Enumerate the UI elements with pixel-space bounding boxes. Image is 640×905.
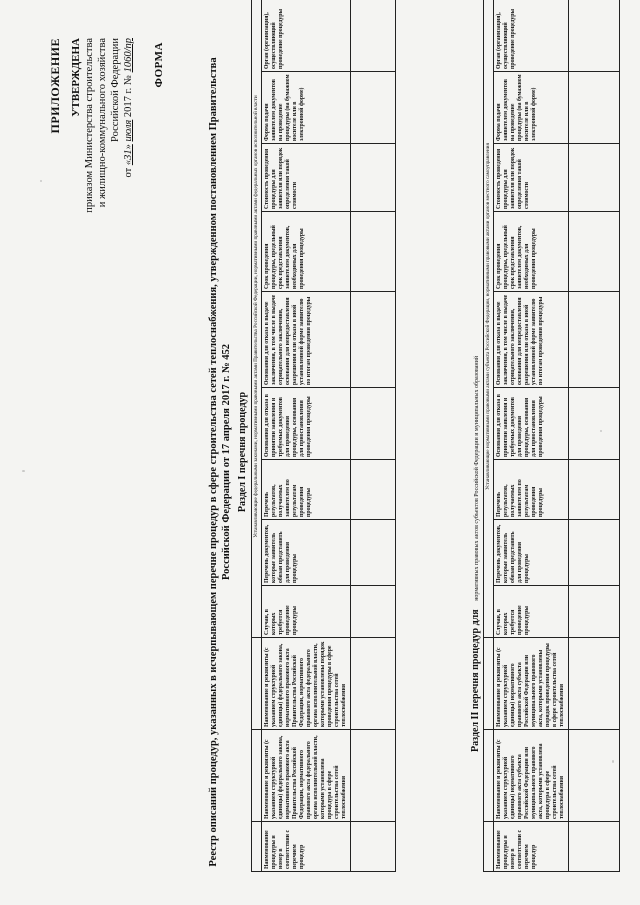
section-2-title-main: Раздел II перечня процедур для xyxy=(470,609,481,752)
s1-empty-cell xyxy=(351,388,396,460)
s2-header-cell: Орган (организация), осуществляющий проведение процедуры xyxy=(494,0,569,72)
s1-empty-cell xyxy=(351,586,396,638)
s2-empty-cell xyxy=(569,520,620,586)
s2-header-cell: Срок проведения процедуры, предельный срок представления заявителем документов, необходимых для проведения процедуры xyxy=(494,212,569,292)
approval-line-1: приказом Министерства строительства xyxy=(84,38,95,213)
s1-header-cell: Основания для отказа в выдаче заключения, в том числе в выдаче отрицательного заключения, основания для непредоставления разрешения или отказа в иной установленной форме заявителю по итогам проведения процедуры xyxy=(262,292,351,388)
s1-empty-cell xyxy=(351,292,396,388)
section-2-span-row xyxy=(484,0,494,872)
s2-empty-cell xyxy=(569,638,620,730)
s2-blank-cell xyxy=(484,822,494,872)
s1-header-cell: Перечень документов, которые заявитель обязан представить для проведения процедуры xyxy=(262,520,351,586)
s2-header-cell: Основания для отказа в принятии заявления и требуемых документов для проведения процедуры, основания для приостановления проведения процедуры xyxy=(494,388,569,460)
s2-header-cell: Стоимость проведения процедуры для заявителя или порядок определения такой стоимости xyxy=(494,144,569,212)
s2-empty-cell xyxy=(569,586,620,638)
document-title-line-2: Российской Федерации от 17 апреля 2017 г. № 452 xyxy=(221,344,232,580)
s1-empty-cell xyxy=(351,520,396,586)
s2-header-cell: Форма подачи заявителем документов на проведение процедуры (на бумажном носителе или в электронной форме) xyxy=(494,72,569,144)
s1-blank-cell xyxy=(252,730,262,822)
approval-block xyxy=(49,38,135,358)
section-2-span-header: Устанавливающие нормативными правовыми актами субъекта Российской Федерации, нормативными правовыми актами органов местного самоуправления xyxy=(484,0,494,638)
s2-header-cell: Наименование и реквизиты (с указанием структурной единицы) нормативного правового акта субъекта Российской Федерации или муниципального правового акта, которыми установлены порядок проведения процедуры в сфере строительства сетей теплоснабжения xyxy=(494,638,569,730)
s1-header-cell: Орган (организация), осуществляющий проведение процедуры xyxy=(262,0,351,72)
scan-speck xyxy=(612,760,614,763)
scan-speck xyxy=(22,470,25,472)
s2-header-cell: Перечень результатов, получаемых заявителем по результатам проведения процедуры xyxy=(494,460,569,520)
section-2-table xyxy=(483,0,620,872)
s2-blank-cell xyxy=(484,638,494,730)
s2-header-cell: Основания для отказа в выдаче заключения, в том числе в выдаче отрицательного заключения, основания для непредоставления разрешения или отказа в иной установленной форме заявителю по итогам проведения процедуры xyxy=(494,292,569,388)
s2-header-cell: Перечень документов, которые заявитель обязан представить для проведения процедуры xyxy=(494,520,569,586)
scan-speck xyxy=(40,180,42,182)
section-2-title-small: нормативных правовых актов субъектов Российской Федерации и муниципальных образований xyxy=(474,355,480,601)
s2-empty-cell xyxy=(569,822,620,872)
date-year: 2017 г. № xyxy=(123,75,134,118)
s1-header-cell: Наименование процедуры и номер в соответствии с перечнем процедур xyxy=(262,822,351,872)
s1-header-cell: Наименование и реквизиты (с указанием структурной единицы) федерального закона, нормативного правового акта Правительства Российской Федерации, нормативного правового акта федерального органа исполнительной власти, которыми установлена процедура в сфере строительства сетей теплоснабжения xyxy=(262,730,351,822)
approval-line-3: Российской Федерации xyxy=(110,38,121,142)
approval-date-line xyxy=(122,38,135,358)
appendix-title: ПРИЛОЖЕНИЕ xyxy=(48,38,62,134)
section-1-span-row xyxy=(252,0,262,872)
rotated-document-sheet xyxy=(25,8,635,892)
section-1-empty-row xyxy=(351,0,396,872)
section-1-header-row xyxy=(262,0,351,872)
s2-empty-cell xyxy=(569,0,620,72)
s2-empty-cell xyxy=(569,730,620,822)
date-prefix: от xyxy=(123,167,134,178)
s1-header-cell: Стоимость проведения процедуры для заявителя или порядок определения такой стоимости xyxy=(262,144,351,212)
section-2-title xyxy=(470,356,481,752)
approved-label: УТВЕРЖДЕНА xyxy=(70,38,82,117)
s2-header-cell: Наименование и реквизиты (с указанием структурной единицы) нормативного правового акта субъекта Российской Федерации или муниципального правового акта, которыми установлена процедура в сфере строительства сетей теплоснабжения xyxy=(494,730,569,822)
s2-empty-cell xyxy=(569,292,620,388)
s2-blank-cell xyxy=(484,730,494,822)
s1-empty-cell xyxy=(351,822,396,872)
document-title-line-1: Реестр описаний процедур, указанных в исчерпывающем перечне процедур в сфере строительства сетей теплоснабжения, утвержденном постановлением Правительства xyxy=(208,57,219,867)
approval-line-2: и жилищно-коммунального хозяйства xyxy=(97,38,108,208)
s2-empty-cell xyxy=(569,460,620,520)
date-month: июля xyxy=(123,119,134,142)
s1-header-cell: Срок проведения процедуры, предельный срок представления заявителем документов, необходимых для проведения процедуры xyxy=(262,212,351,292)
s2-empty-cell xyxy=(569,144,620,212)
s1-empty-cell xyxy=(351,0,396,72)
s1-header-cell: Наименование и реквизиты (с указанием структурной единицы) федерального закона, нормативного правового акта Правительства Российской Федерации, нормативного правового акта федерального органа исполнительной власти, которыми установлены порядок проведения процедуры в сфере строительства сетей теплоснабжения xyxy=(262,638,351,730)
s2-empty-cell xyxy=(569,72,620,144)
section-1-table xyxy=(251,0,396,872)
s1-header-cell: Перечень результатов, получаемых заявителем по результатам проведения процедуры xyxy=(262,460,351,520)
section-1-title: Раздел I перечня процедур xyxy=(237,391,248,513)
s2-empty-cell xyxy=(569,388,620,460)
s2-empty-cell xyxy=(569,212,620,292)
date-day: «31» xyxy=(123,144,134,166)
s1-empty-cell xyxy=(351,212,396,292)
s1-empty-cell xyxy=(351,638,396,730)
s1-empty-cell xyxy=(351,730,396,822)
form-label: ФОРМА xyxy=(153,42,165,88)
s1-empty-cell xyxy=(351,144,396,212)
s1-header-cell: Случаи, в которых требуется проведение процедуры xyxy=(262,586,351,638)
s1-header-cell: Основания для отказа в принятии заявления и требуемых документов для проведения процедуры, основания для приостановления проведения процедуры xyxy=(262,388,351,460)
scan-speck xyxy=(600,430,602,432)
order-number: 1060/пр xyxy=(123,38,134,73)
s2-header-cell: Наименование процедуры и номер в соответствии с перечнем процедур xyxy=(494,822,569,872)
section-2-header-row xyxy=(494,0,569,872)
document-title xyxy=(207,52,233,872)
section-2-empty-row xyxy=(569,0,620,872)
section-1-span-header: Устанавливающие федеральными законами, нормативными правовыми актами Правительства Российской Федерации, нормативными правовыми актами федеральных органов исполнительной власти xyxy=(252,0,262,638)
s1-blank-cell xyxy=(252,638,262,730)
s1-empty-cell xyxy=(351,460,396,520)
s1-blank-cell xyxy=(252,822,262,872)
s2-header-cell: Случаи, в которых требуется проведение процедуры xyxy=(494,586,569,638)
s1-empty-cell xyxy=(351,72,396,144)
s1-header-cell: Форма подачи заявителем документов на проведение процедуры (на бумажном носителе или в электронной форме) xyxy=(262,72,351,144)
